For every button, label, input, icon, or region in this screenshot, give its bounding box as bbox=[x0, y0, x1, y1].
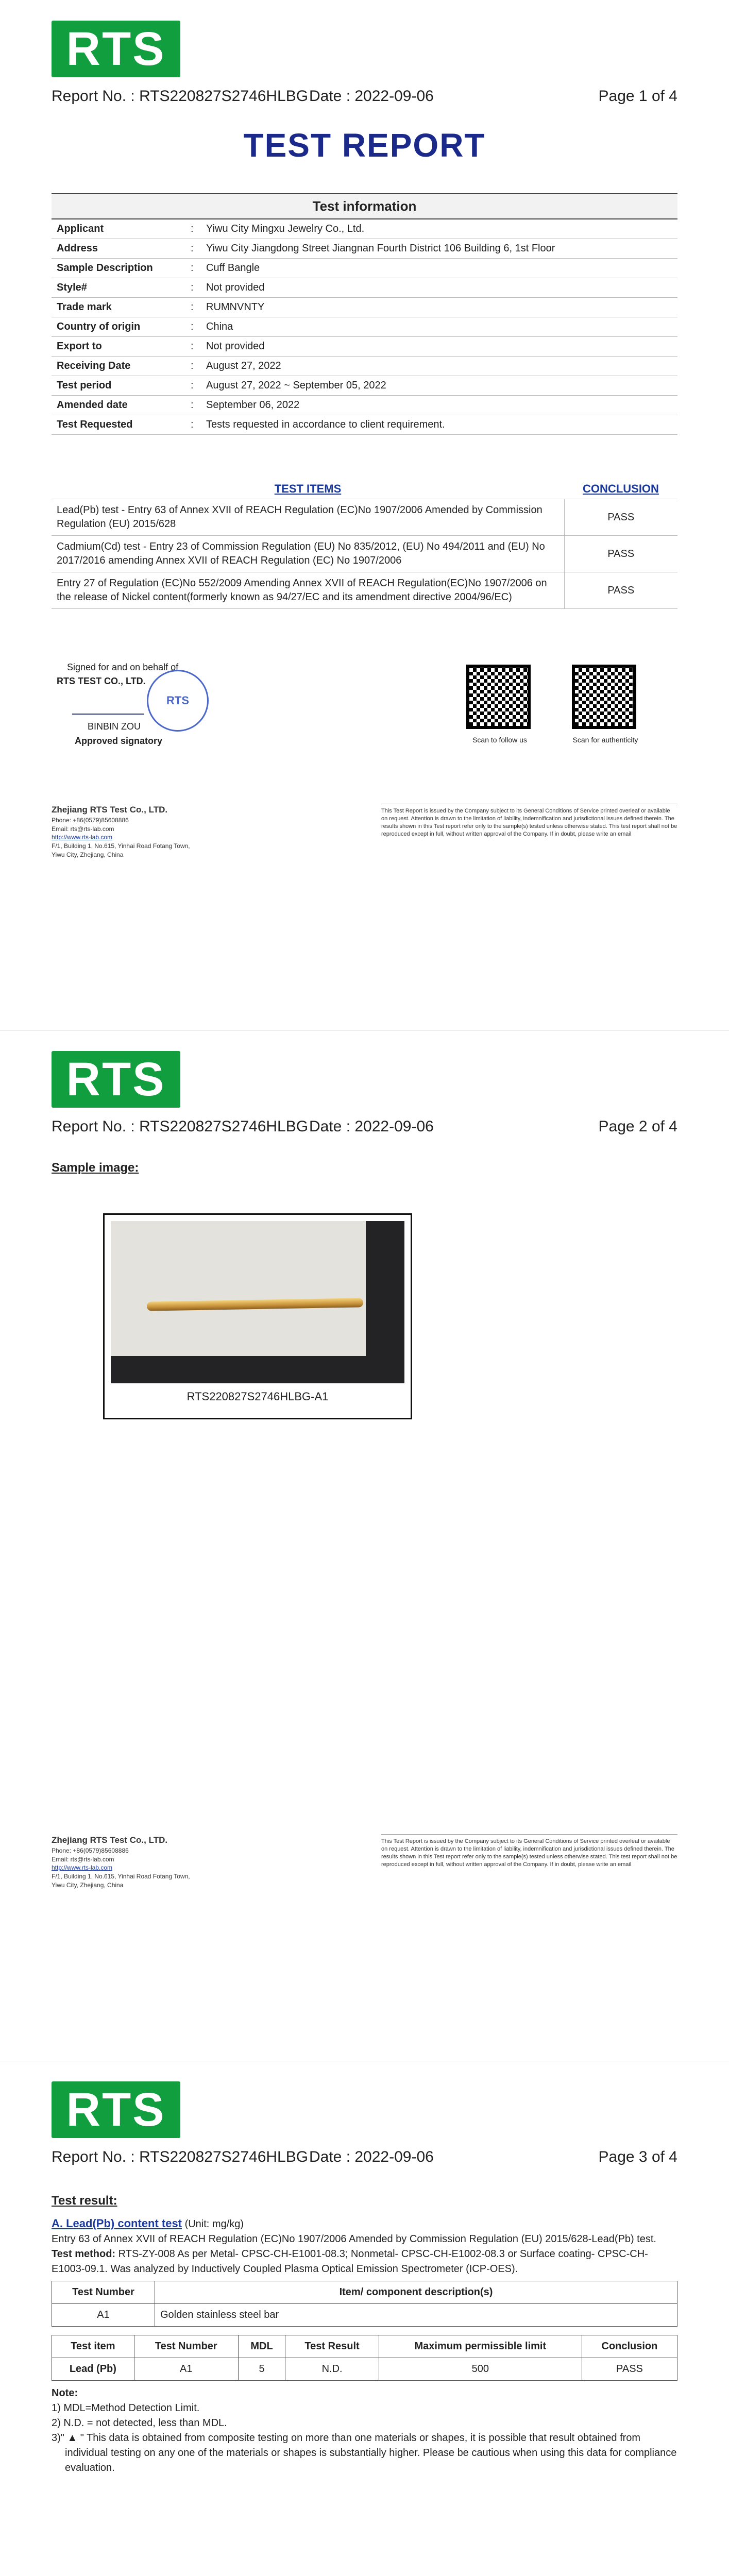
info-label: Address bbox=[52, 239, 185, 259]
note-3: 3)" ▲ " This data is obtained from composite testing on more than one materials or shapes, it is possible that result obtained from individual testing on any one of the materials or shapes is substantially higher. Please be cautious when using this data for compliance evaluation. bbox=[52, 2432, 677, 2473]
result-row bbox=[52, 2358, 677, 2381]
follow-qr-label: Scan to follow us bbox=[472, 736, 527, 744]
report-page-2 bbox=[0, 1030, 729, 2061]
test-item-conclusion: PASS bbox=[564, 572, 677, 609]
info-label: Test period bbox=[52, 376, 185, 396]
info-value: China bbox=[201, 317, 677, 337]
info-value: August 27, 2022 ~ September 05, 2022 bbox=[201, 376, 677, 396]
info-row bbox=[52, 376, 677, 396]
info-colon: : bbox=[185, 259, 201, 278]
info-row bbox=[52, 239, 677, 259]
info-row bbox=[52, 278, 677, 298]
info-label: Sample Description bbox=[52, 259, 185, 278]
footer-address-2: Yiwu City, Zhejiang, China bbox=[52, 1881, 124, 1889]
footer-company-info bbox=[52, 1834, 268, 1890]
info-colon: : bbox=[185, 376, 201, 396]
test-item-row bbox=[52, 499, 677, 536]
signature-line bbox=[72, 714, 144, 715]
report-date: Date : 2022-09-06 bbox=[309, 88, 434, 105]
info-row bbox=[52, 317, 677, 337]
test-item-text: Entry 27 of Regulation (EC)No 552/2009 Amending Annex XVII of REACH Regulation(EC)No 1907/2006 on the release of Nickel content(formerly known as 94/27/EC and its amendment directive 2004/96/EC) bbox=[52, 572, 564, 609]
info-colon: : bbox=[185, 239, 201, 259]
rts-logo: RTS bbox=[52, 1051, 180, 1108]
col-test-number: Test Number bbox=[52, 2281, 155, 2304]
report-date: Date : 2022-09-06 bbox=[309, 1118, 434, 1135]
report-page-3 bbox=[0, 2061, 729, 2576]
info-colon: : bbox=[185, 317, 201, 337]
info-row bbox=[52, 337, 677, 357]
info-value: Cuff Bangle bbox=[201, 259, 677, 278]
info-value: Tests requested in accordance to client requirement. bbox=[201, 415, 677, 435]
test-items-section bbox=[52, 479, 677, 609]
footer-website[interactable]: http://www.rts-lab.com bbox=[52, 834, 113, 841]
lead-result-table bbox=[52, 2335, 677, 2381]
info-value: September 06, 2022 bbox=[201, 396, 677, 415]
page-title: TEST REPORT bbox=[243, 127, 486, 164]
info-colon: : bbox=[185, 357, 201, 376]
info-label: Trade mark bbox=[52, 298, 185, 317]
footer-website[interactable]: http://www.rts-lab.com bbox=[52, 1864, 113, 1872]
footer-address-1: F/1, Building 1, No.615, Yinhai Road Fotang Town, bbox=[52, 842, 190, 850]
info-colon: : bbox=[185, 298, 201, 317]
sample-photo-background bbox=[111, 1221, 404, 1383]
result-col-header: Test Number bbox=[134, 2335, 238, 2358]
result-cell: A1 bbox=[134, 2358, 238, 2381]
test-item-conclusion: PASS bbox=[564, 499, 677, 536]
info-colon: : bbox=[185, 278, 201, 298]
lead-method-label: Test method: bbox=[52, 2248, 116, 2260]
info-value: Yiwu City Mingxu Jewelry Co., Ltd. bbox=[201, 219, 677, 239]
info-label: Country of origin bbox=[52, 317, 185, 337]
info-value: RUMNVNTY bbox=[201, 298, 677, 317]
report-number: Report No. : RTS220827S2746HLBG bbox=[52, 88, 309, 105]
lead-sample-table bbox=[52, 2281, 677, 2327]
signed-for-text: Signed for and on behalf of bbox=[67, 662, 179, 672]
info-row bbox=[52, 298, 677, 317]
result-cell: Lead (Pb) bbox=[52, 2358, 134, 2381]
test-item-text: Lead(Pb) test - Entry 63 of Annex XVII of REACH Regulation (EC)No 1907/2006 Amended by Commission Regulation (EU) 2015/628 bbox=[52, 499, 564, 536]
info-row bbox=[52, 219, 677, 239]
ruler-horizontal bbox=[111, 1356, 404, 1383]
lead-heading: A. Lead(Pb) content test bbox=[52, 2217, 182, 2230]
result-cell: PASS bbox=[582, 2358, 677, 2381]
info-row bbox=[52, 357, 677, 376]
test-information-table bbox=[52, 219, 677, 435]
page-number: Page 3 of 4 bbox=[598, 2148, 677, 2165]
golden-cuff-bangle bbox=[147, 1298, 363, 1311]
lead-unit: (Unit: mg/kg) bbox=[184, 2218, 244, 2230]
footer-email[interactable]: Email: rts@rts-lab.com bbox=[52, 825, 114, 833]
info-label: Applicant bbox=[52, 219, 185, 239]
result-col-header: MDL bbox=[238, 2335, 285, 2358]
test-item-row bbox=[52, 536, 677, 572]
test-items-table bbox=[52, 479, 677, 609]
footer-disclaimer: This Test Report is issued by the Company subject to its General Conditions of Service printed overleaf or available on request. Attention is drawn to the limitation of liability, indemnification and jurisdictional issues defined therein. The results shown in this Test report refer only to the sample(s) tested unless otherwise stated. This test report shall not be reproduced except in full, without written approval of the Company. If in doubt, please write an email bbox=[381, 804, 677, 838]
lead-section bbox=[52, 2215, 677, 2476]
follow-qr-code[interactable] bbox=[466, 665, 531, 729]
sample-photo bbox=[103, 1213, 412, 1419]
sample-description: Golden stainless steel bar bbox=[155, 2304, 677, 2327]
sample-number: A1 bbox=[52, 2304, 155, 2327]
authenticity-qr-code[interactable] bbox=[572, 665, 636, 729]
info-label: Test Requested bbox=[52, 415, 185, 435]
footer-company-info bbox=[52, 804, 268, 859]
report-number: Report No. : RTS220827S2746HLBG bbox=[52, 2148, 309, 2165]
footer-email[interactable]: Email: rts@rts-lab.com bbox=[52, 1855, 114, 1863]
result-cell: N.D. bbox=[285, 2358, 379, 2381]
signing-company: RTS TEST CO., LTD. bbox=[57, 676, 146, 686]
lead-method: RTS-ZY-008 As per Metal- CPSC-CH-E1001-08.3; Nonmetal- CPSC-CH-E1002-08.3 or Surface coating- CPSC-CH-E1003-09.1. Was analyzed by Inductively Coupled Plasma Optical Emission Spectrometer (ICP-OES). bbox=[52, 2248, 648, 2275]
sample-photo-caption: RTS220827S2746HLBG-A1 bbox=[187, 1390, 329, 1403]
note-heading: Note: bbox=[52, 2387, 78, 2399]
info-colon: : bbox=[185, 415, 201, 435]
signer-name: BINBIN ZOU bbox=[88, 721, 141, 732]
info-label: Amended date bbox=[52, 396, 185, 415]
info-colon: : bbox=[185, 396, 201, 415]
col-item-description: Item/ component description(s) bbox=[155, 2281, 677, 2304]
test-items-heading: TEST ITEMS bbox=[274, 482, 342, 495]
result-col-header: Maximum permissible limit bbox=[379, 2335, 582, 2358]
result-col-header: Conclusion bbox=[582, 2335, 677, 2358]
test-item-row bbox=[52, 572, 677, 609]
footer-address-1: F/1, Building 1, No.615, Yinhai Road Fotang Town, bbox=[52, 1873, 190, 1880]
page-number: Page 1 of 4 bbox=[598, 88, 677, 105]
company-seal-stamp: RTS bbox=[147, 670, 209, 732]
authenticity-qr-label: Scan for authenticity bbox=[572, 736, 638, 744]
info-row bbox=[52, 259, 677, 278]
result-cell: 500 bbox=[379, 2358, 582, 2381]
lead-notes bbox=[52, 2386, 677, 2476]
approved-signatory-label: Approved signatory bbox=[75, 736, 163, 746]
footer-phone: Phone: +86(0579)85608886 bbox=[52, 1846, 129, 1854]
footer-address-2: Yiwu City, Zhejiang, China bbox=[52, 851, 124, 858]
conclusion-heading: CONCLUSION bbox=[583, 482, 659, 495]
info-value: Not provided bbox=[201, 278, 677, 298]
footer-disclaimer: This Test Report is issued by the Company subject to its General Conditions of Service printed overleaf or available on request. Attention is drawn to the limitation of liability, indemnification and jurisdictional issues defined therein. The results shown in this Test report refer only to the sample(s) tested unless otherwise stated. This test report shall not be reproduced except in full, without written approval of the Company. If in doubt, please write an email bbox=[381, 1834, 677, 1868]
info-row bbox=[52, 415, 677, 435]
info-colon: : bbox=[185, 337, 201, 357]
report-page-1 bbox=[0, 0, 729, 1030]
test-result-heading: Test result: bbox=[52, 2194, 117, 2208]
info-value: Yiwu City Jiangdong Street Jiangnan Fourth District 106 Building 6, 1st Floor bbox=[201, 239, 677, 259]
note-1: 1) MDL=Method Detection Limit. bbox=[52, 2402, 200, 2414]
note-2: 2) N.D. = not detected, less than MDL. bbox=[52, 2417, 227, 2429]
test-item-conclusion: PASS bbox=[564, 536, 677, 572]
test-information-heading: Test information bbox=[52, 193, 677, 219]
rts-logo: RTS bbox=[52, 2081, 180, 2138]
page-number: Page 2 of 4 bbox=[598, 1118, 677, 1135]
info-value: Not provided bbox=[201, 337, 677, 357]
footer-phone: Phone: +86(0579)85608886 bbox=[52, 816, 129, 824]
footer-company-name: Zhejiang RTS Test Co., LTD. bbox=[52, 805, 168, 815]
info-label: Style# bbox=[52, 278, 185, 298]
info-value: August 27, 2022 bbox=[201, 357, 677, 376]
test-item-text: Cadmium(Cd) test - Entry 23 of Commission Regulation (EU) No 835/2012, (EU) No 494/2011 and (EU) No 2017/2016 amending Annex XVII of REACH Regulation (EC) No 1907/2006 bbox=[52, 536, 564, 572]
report-date: Date : 2022-09-06 bbox=[309, 2148, 434, 2165]
info-label: Export to bbox=[52, 337, 185, 357]
report-number: Report No. : RTS220827S2746HLBG bbox=[52, 1118, 309, 1135]
info-row bbox=[52, 396, 677, 415]
footer-company-name: Zhejiang RTS Test Co., LTD. bbox=[52, 1835, 168, 1845]
info-colon: : bbox=[185, 219, 201, 239]
rts-logo: RTS bbox=[52, 21, 180, 77]
test-information-section bbox=[52, 193, 677, 435]
result-col-header: Test Result bbox=[285, 2335, 379, 2358]
result-col-header: Test item bbox=[52, 2335, 134, 2358]
lead-description: Entry 63 of Annex XVII of REACH Regulation (EC)No 1907/2006 Amended by Commission Regulation (EU) 2015/628-Lead(Pb) test. bbox=[52, 2233, 656, 2245]
result-cell: 5 bbox=[238, 2358, 285, 2381]
sample-image-heading: Sample image: bbox=[52, 1161, 139, 1175]
info-label: Receiving Date bbox=[52, 357, 185, 376]
result-header-row bbox=[52, 2335, 677, 2358]
